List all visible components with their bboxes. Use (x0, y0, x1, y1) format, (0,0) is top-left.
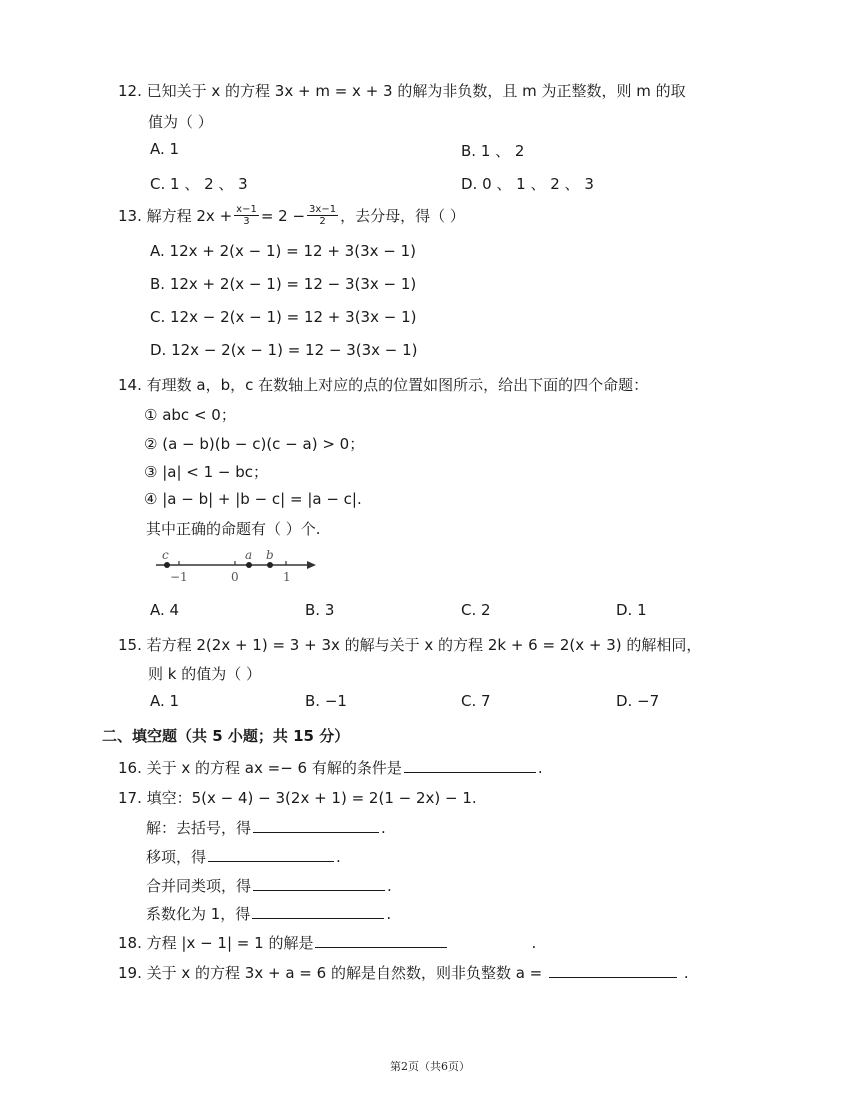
q17-step-3-period: . (387, 877, 392, 895)
q17-step-4-blank[interactable] (252, 904, 384, 919)
q17-step-1 (146, 817, 386, 838)
q17-step-1-blank[interactable] (253, 818, 379, 833)
q13-option-d: D. 12x − 2(x − 1) = 12 − 3(3x − 1) (150, 341, 418, 359)
q18-stem: 18. 方程 |x − 1| = 1 的解是 (118, 934, 314, 952)
q17-step-1-label: 解：去括号，得 (146, 819, 252, 837)
q19-line (118, 962, 689, 983)
q13-fraction-2 (307, 204, 338, 227)
q15-option-b: B. −1 (305, 692, 347, 710)
q13-fraction-2-numerator: 3x−1 (309, 204, 337, 215)
tick-label-minus-one: −1 (170, 570, 188, 584)
q17-step-2 (146, 846, 341, 867)
q14-option-c: C. 2 (461, 601, 491, 619)
q13-stem-mid: = 2 − (260, 206, 306, 225)
q14-proposition-3: ③ |a| < 1 − bc； (144, 463, 269, 481)
q13-stem-pre: 13. 解方程 2x + (118, 207, 233, 225)
q13-fraction-2-denominator: 2 (319, 216, 326, 227)
q13-fraction-1-denominator: 3 (243, 216, 250, 227)
page-footer: 第2页（共6页） (390, 1060, 470, 1073)
q16-answer-blank[interactable] (404, 758, 536, 773)
q13-fraction-1-numerator: x−1 (236, 204, 257, 215)
q18-answer-blank[interactable] (315, 933, 447, 948)
q14-proposition-4: ④ |a − b| + |b − c| = |a − c|. (144, 490, 362, 508)
q15-option-d: D. −7 (616, 692, 660, 710)
point-b (267, 562, 273, 568)
q17-stem: 17. 填空：5(x − 4) − 3(2x + 1) = 2(1 − 2x) − 1. (118, 789, 477, 807)
q13-option-b: B. 12x + 2(x − 1) = 12 − 3(3x − 1) (150, 275, 417, 293)
section-title-fill-in: 二、填空题（共 5 小题；共 15 分） (102, 727, 350, 745)
q14-option-d: D. 1 (616, 601, 647, 619)
q13-fraction-1 (234, 204, 259, 227)
q17-step-3 (146, 875, 392, 896)
q12-option-b: B. 1 、 2 (461, 142, 525, 160)
q15-stem-line2: 则 k 的值为（ ） (148, 665, 261, 683)
q17-step-1-period: . (381, 819, 386, 837)
q13-option-c: C. 12x − 2(x − 1) = 12 + 3(3x − 1) (150, 308, 417, 326)
q19-period: . (683, 964, 689, 982)
q14-option-b: B. 3 (305, 601, 335, 619)
q17-step-4-period: . (386, 905, 392, 923)
q12-option-d: D. 0 、 1 、 2 、 3 (461, 175, 594, 193)
q12-option-c: C. 1 、 2 、 3 (150, 175, 248, 193)
q12-stem-line1: 12. 已知关于 x 的方程 3x + m = x + 3 的解为非负数，且 m 为正整数，则 m 的取 (118, 82, 686, 100)
q17-step-3-blank[interactable] (253, 876, 385, 891)
q19-answer-blank[interactable] (549, 963, 677, 978)
q16-period: . (537, 759, 543, 777)
q13-option-a: A. 12x + 2(x − 1) = 12 + 3(3x − 1) (150, 242, 416, 260)
q17-step-2-period: . (336, 848, 341, 866)
point-c (164, 562, 170, 568)
q17-step-3-label: 合并同类项，得 (146, 877, 252, 895)
q12-option-a: A. 1 (150, 140, 180, 158)
q16-stem: 16. 关于 x 的方程 ax =− 6 有解的条件是 (118, 759, 402, 777)
q15-option-c: C. 7 (461, 692, 491, 710)
q12-stem-line2: 值为（ ） (148, 113, 213, 131)
q18-period: . (531, 934, 537, 952)
q14-stem: 14. 有理数 a，b，c 在数轴上对应的点的位置如图所示，给出下面的四个命题： (118, 376, 649, 394)
q16-line (118, 757, 543, 778)
q14-number-line (150, 546, 320, 586)
q14-proposition-1: ① abc < 0； (144, 406, 236, 424)
label-b: b (266, 548, 274, 562)
q14-proposition-2: ② (a − b)(b − c)(c − a) > 0； (144, 435, 365, 453)
q17-step-2-blank[interactable] (208, 847, 334, 862)
q17-step-4-label: 系数化为 1，得 (146, 905, 251, 923)
tick-label-one: 1 (283, 570, 291, 584)
label-c: c (162, 548, 169, 562)
q13-stem (118, 204, 465, 227)
point-a (246, 562, 252, 568)
label-a: a (245, 548, 253, 562)
tick-label-zero: 0 (231, 570, 239, 584)
q14-option-a: A. 4 (150, 601, 180, 619)
q15-option-a: A. 1 (150, 692, 180, 710)
q18-line (118, 932, 536, 953)
q17-step-2-label: 移项，得 (146, 848, 207, 866)
q19-stem: 19. 关于 x 的方程 3x + a = 6 的解是自然数，则非负整数 a = (118, 964, 543, 982)
q17-step-4 (146, 903, 391, 924)
q14-question: 其中正确的命题有（ ）个. (146, 520, 321, 538)
q15-stem-line1: 15. 若方程 2(2x + 1) = 3 + 3x 的解与关于 x 的方程 2k + 6 = 2(x + 3) 的解相同， (118, 636, 702, 654)
q13-stem-post: ，去分母，得（ ） (340, 207, 465, 225)
number-line-arrow (307, 561, 316, 569)
